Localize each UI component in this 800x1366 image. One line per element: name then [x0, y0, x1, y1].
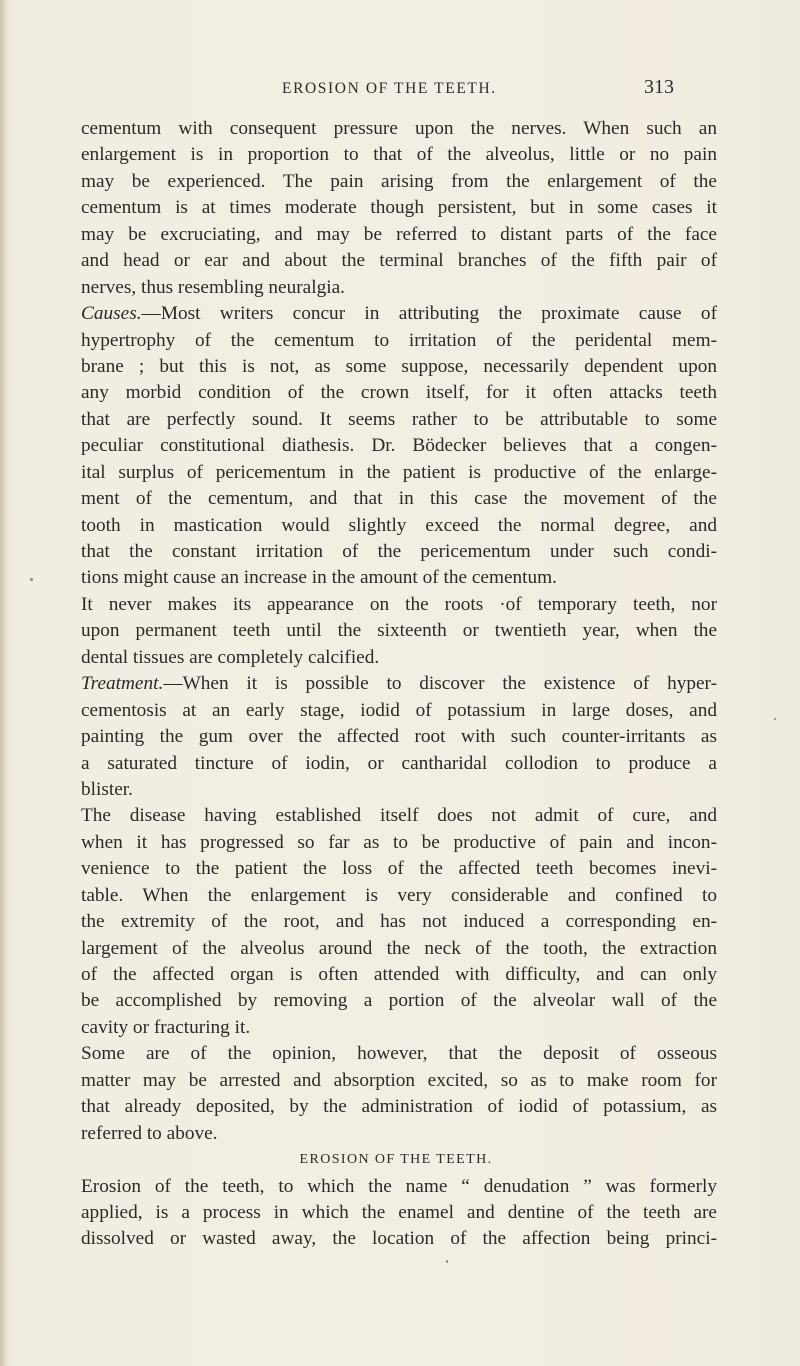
text-line: referred to above. — [81, 1122, 218, 1144]
treatment-label: Treatment. — [81, 673, 164, 695]
text-line: matter may be arrested and absorption excited, so as to make room for — [81, 1069, 717, 1091]
text-line: It never makes its appearance on the roots ·of temporary teeth, nor — [81, 593, 717, 615]
text-line: tions might cause an increase in the amount of the cementum. — [81, 567, 557, 589]
running-head — [0, 76, 800, 102]
text-line: dental tissues are completely calcified. — [81, 646, 380, 668]
text-line: Some are of the opinion, however, that the deposit of osseous — [81, 1043, 717, 1065]
text-line: nerves, thus resembling neuralgia. — [81, 276, 345, 298]
text-line: table. When the enlargement is very considerable and confined to — [81, 884, 717, 906]
paper-speck — [446, 1260, 448, 1263]
text-line: any morbid condition of the crown itself, for it often attacks teeth — [81, 382, 717, 404]
treatment-first-line — [81, 671, 717, 697]
running-title: EROSION OF THE TEETH. — [282, 80, 497, 97]
text-line: ital surplus of pericementum in the patient is productive of the enlarge- — [81, 461, 717, 483]
text-line: upon permanent teeth until the sixteenth or twentieth year, when the — [81, 620, 717, 642]
text-line: largement of the alveolus around the neck of the tooth, the extraction — [81, 937, 717, 959]
text-line: applied, is a process in which the enamel and dentine of the teeth are — [81, 1201, 717, 1223]
treatment-first-text: —When it is possible to discover the existence of hyper- — [163, 673, 717, 695]
text-line: cementosis at an early stage, iodid of potassium in large doses, and — [81, 699, 717, 721]
text-line: brane ; but this is not, as some suppose, necessarily dependent upon — [81, 355, 717, 377]
text-line: painting the gum over the affected root with such counter-irritants as — [81, 726, 717, 748]
text-line: cementum with consequent pressure upon the nerves. When such an — [81, 118, 717, 139]
page-gutter-shadow — [0, 0, 8, 1366]
text-line: that are perfectly sound. It seems rather to be attributable to some — [81, 408, 717, 430]
causes-label: Causes. — [81, 303, 142, 325]
text-line: venience to the patient the loss of the affected teeth becomes inevi- — [81, 858, 717, 880]
text-line: hypertrophy of the cementum to irritation of the peridental mem- — [81, 329, 717, 351]
text-line: a saturated tincture of iodin, or cantharidal collodion to produce a — [81, 752, 717, 774]
text-line: dissolved or wasted away, the location of the affection being princi- — [81, 1228, 717, 1250]
page-number: 313 — [644, 76, 674, 98]
text-line: cavity or fracturing it. — [81, 1016, 251, 1038]
text-line: may be experienced. The pain arising from the enlargement of the — [81, 170, 717, 192]
text-line: Erosion of the teeth, to which the name “ denudation ” was formerly — [81, 1175, 717, 1197]
text-line: that the constant irritation of the pericementum under such condi- — [81, 541, 717, 562]
text-line: enlargement is in proportion to that of the alveolus, little or no pain — [81, 144, 717, 166]
text-line: tooth in mastication would slightly exceed the normal degree, and — [81, 514, 717, 536]
causes-first-line — [81, 301, 717, 327]
text-line: ment of the cementum, and that in this case the movement of the — [81, 488, 717, 510]
section-heading: EROSION OF THE TEETH. — [299, 1152, 493, 1168]
text-line: peculiar constitutional diathesis. Dr. Bödecker believes that a congen- — [81, 435, 717, 457]
text-line: that already deposited, by the administration of iodid of potassium, as — [81, 1096, 717, 1118]
text-line: cementum is at times moderate though persistent, but in some cases it — [81, 197, 717, 219]
text-line: and head or ear and about the terminal branches of the fifth pair of — [81, 250, 717, 272]
text-line: be accomplished by removing a portion of the alveolar wall of the — [81, 990, 717, 1012]
text-line: when it has progressed so far as to be productive of pain and incon- — [81, 831, 717, 853]
text-line: blister. — [81, 778, 133, 800]
text-line: may be excruciating, and may be referred to distant parts of the face — [81, 223, 717, 245]
paper-speck — [30, 578, 33, 581]
text-line: the extremity of the root, and has not induced a corresponding en- — [81, 911, 717, 933]
paper-speck — [774, 718, 776, 720]
text-line: of the affected organ is often attended with difficulty, and can only — [81, 964, 717, 985]
causes-first-text: —Most writers concur in attributing the proximate cause of — [141, 303, 717, 325]
text-line: The disease having established itself does not admit of cure, and — [81, 805, 717, 827]
body-text — [81, 116, 717, 1253]
